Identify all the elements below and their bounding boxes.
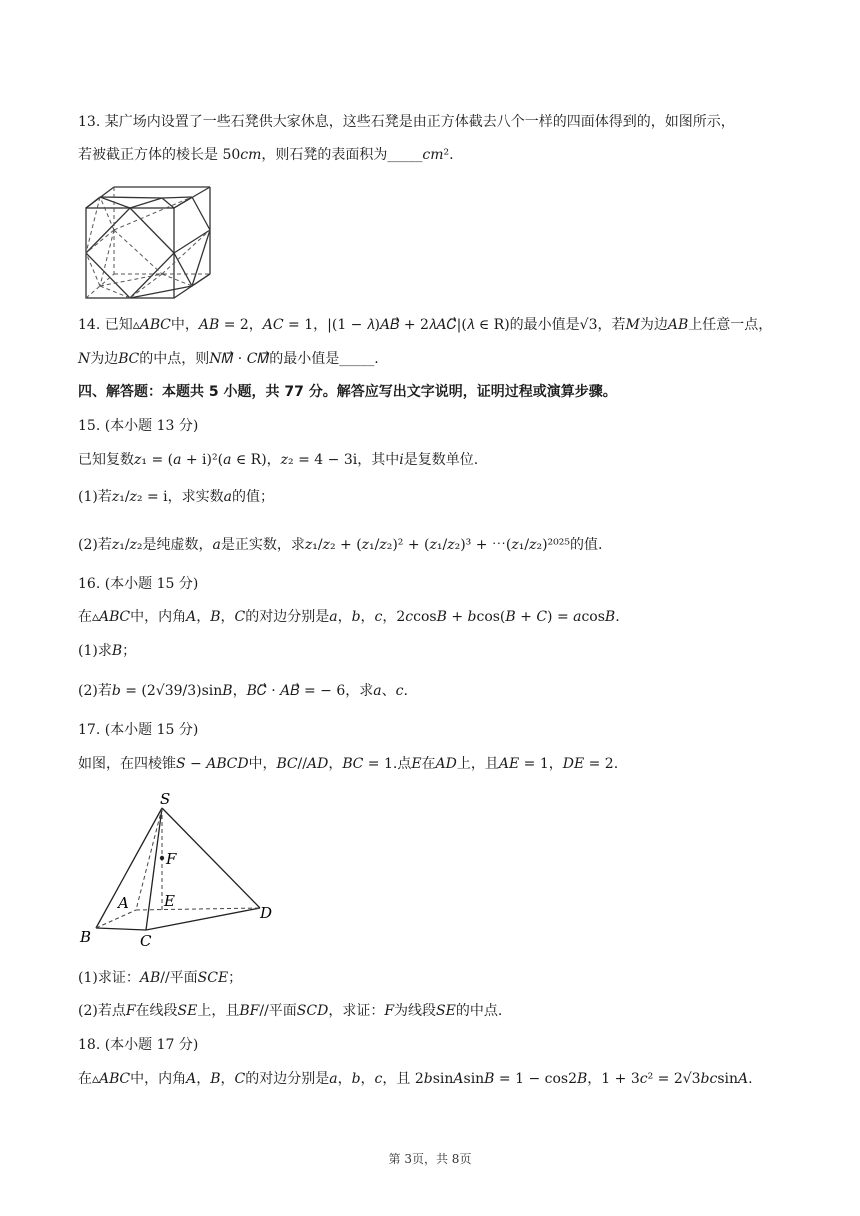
q16-heading: 16. (本小题 15 分) <box>78 576 199 592</box>
q16-stem: 在▵𝐴𝐵𝐶中，内角𝐴，𝐵，𝐶的对边分别是𝑎，𝑏，𝑐，2𝑐cos𝐵 + 𝑏cos(𝐵 + 𝐶) = 𝑎cos𝐵. <box>78 609 620 625</box>
q18-stem: 在▵𝐴𝐵𝐶中，内角𝐴，𝐵，𝐶的对边分别是𝑎，𝑏，𝑐，且 2𝑏sin𝐴sin𝐵 = 1 − cos2𝐵，1 + 3𝑐² = 2√3𝑏𝑐sin𝐴. <box>78 1071 753 1087</box>
q17-part2: (2)若点𝐹在线段𝑆𝐸上，且𝐵𝐹//平面𝑆𝐶𝐷，求证：𝐹为线段𝑆𝐸的中点. <box>78 1003 503 1019</box>
label-S: S <box>160 790 171 808</box>
page-footer: 第 3页，共 8页 <box>388 1152 472 1166</box>
q16-part2: (2)若𝑏 = (2√39/3)sin𝐵，𝐵𝐶⃗ · 𝐴𝐵⃗ = − 6，求𝑎、𝑐. <box>78 683 408 699</box>
q15-part2: (2)若𝑧₁/𝑧₂是纯虚数，𝑎是正实数，求𝑧₁/𝑧₂ + (𝑧₁/𝑧₂)² + (𝑧₁/𝑧₂)³ + ⋯(𝑧₁/𝑧₂)²⁰²⁵的值. <box>78 537 603 553</box>
q17-heading: 17. (本小题 15 分) <box>78 722 199 738</box>
q14-text-line1: 14. 已知▵𝐴𝐵𝐶中，𝐴𝐵 = 2，𝐴𝐶 = 1，|(1 − 𝜆)𝐴𝐵⃗ + 2𝜆𝐴𝐶⃗|(𝜆 ∈ R)的最小值是√3，若𝑀为边𝐴𝐵上任意一点， <box>78 317 773 333</box>
q15-heading: 15. (本小题 13 分) <box>78 418 199 434</box>
q13-text-line1: 13. 某广场内设置了一些石凳供大家休息，这些石凳是由正方体截去八个一样的四面体得到的，如图所示， <box>78 114 735 130</box>
q17-part1: (1)求证：𝐴𝐵//平面𝑆𝐶𝐸； <box>78 970 243 986</box>
label-A: A <box>118 894 129 912</box>
q15-part1: (1)若𝑧₁/𝑧₂ = i，求实数𝑎的值； <box>78 489 274 505</box>
label-E: E <box>164 892 175 910</box>
q16-part1: (1)求𝐵； <box>78 643 137 659</box>
section-header: 四、解答题：本题共 5 小题，共 77 分。解答应写出文字说明，证明过程或演算步骤。 <box>78 384 617 400</box>
q13-text-line2: 若被截正方体的棱长是 50𝑐𝑚，则石凳的表面积为_____𝑐𝑚². <box>78 147 454 163</box>
label-F: F <box>166 850 177 868</box>
q15-stem: 已知复数𝑧₁ = (𝑎 + i)²(𝑎 ∈ R)，𝑧₂ = 4 − 3i，其中𝑖是复数单位. <box>78 452 479 468</box>
label-D: D <box>260 904 273 922</box>
q14-text-line2: 𝑁为边𝐵𝐶的中点，则𝑁𝑀⃗ · 𝐶𝑀⃗的最小值是_____. <box>78 351 379 367</box>
label-C: C <box>140 932 152 950</box>
label-B: B <box>80 928 92 946</box>
pyramid-figure <box>76 788 276 953</box>
truncated-cube-figure <box>78 182 228 304</box>
q17-stem: 如图，在四棱锥𝑆 − 𝐴𝐵𝐶𝐷中，𝐵𝐶//𝐴𝐷，𝐵𝐶 = 1.点𝐸在𝐴𝐷上，且𝐴𝐸 = 1，𝐷𝐸 = 2. <box>78 756 619 772</box>
q18-heading: 18. (本小题 17 分) <box>78 1037 199 1053</box>
